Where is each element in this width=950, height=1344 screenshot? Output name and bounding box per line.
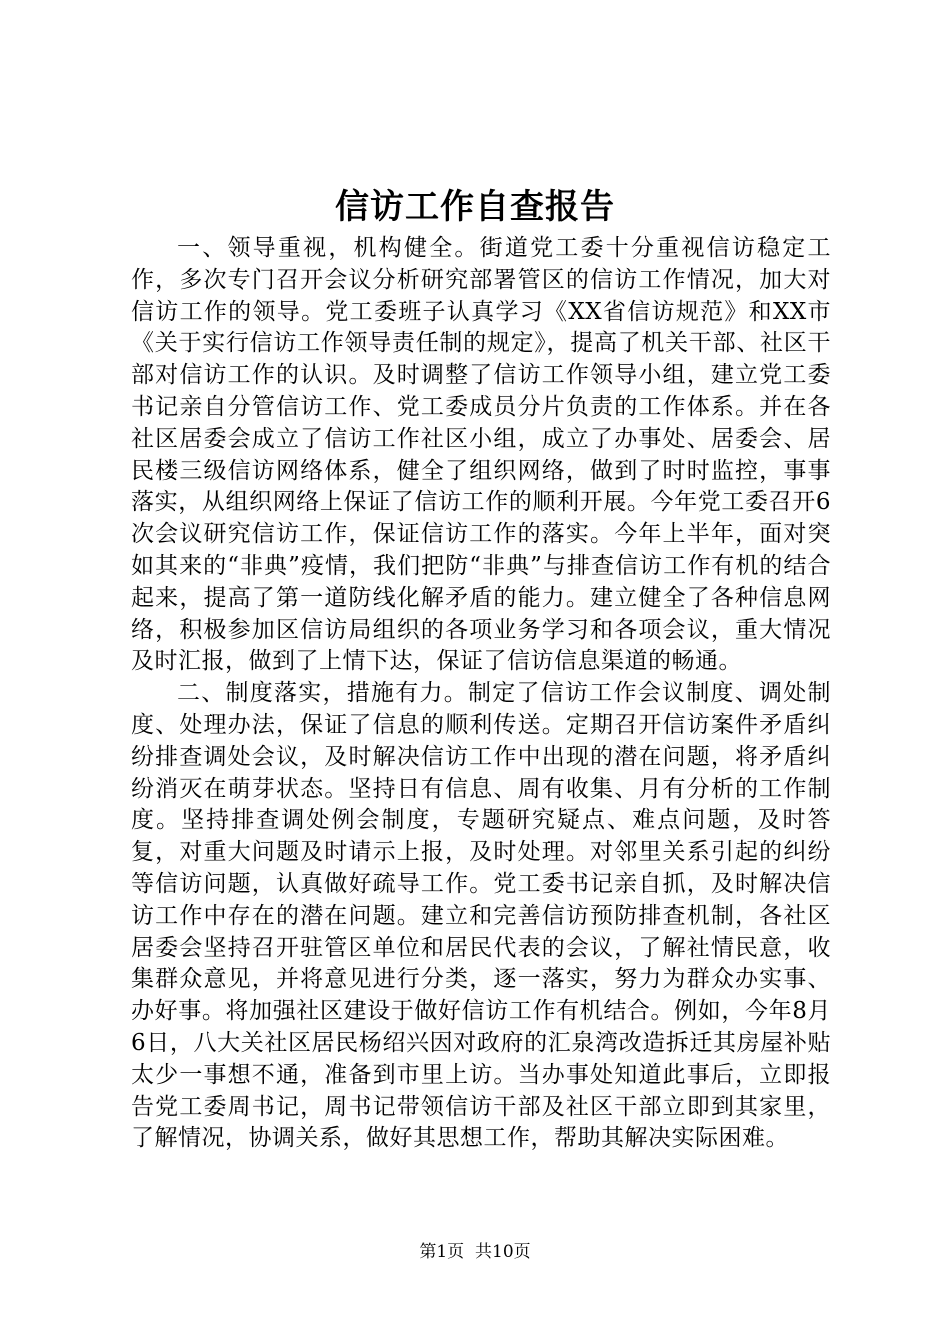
paragraph-1: 一、领导重视，机构健全。街道党工委十分重视信访稳定工作，多次专门召开会议分析研究部署管区的信访工作情况，加大对信访工作的领导。党工委班子认真学习《XX省信访规范》和XX市《关于实行信访工作领导责任制的规定》，提高了机关干部、社区干部对信访工作的认识。及时调整了信访工作领导小组，建立党工委书记亲自分管信访工作、党工委成员分片负责的工作体系。并在各社区居委会成立了信访工作社区小组，成立了办事处、居委会、居民楼三级信访网络体系，健全了组织网络，做到了时时监控，事事落实，从组织网络上保证了信访工作的顺利开展。今年党工委召开6次会议研究信访工作，保证信访工作的落实。今年上半年，面对突如其来的“非典”疫情，我们把防“非典”与排查信访工作有机的结合起来，提高了第一道防线化解矛盾的能力。建立健全了各种信息网络，积极参加区信访局组织的各项业务学习和各项会议，重大情况及时汇报，做到了上情下达，保证了信访信息渠道的畅通。: [131, 235, 831, 675]
footer-spacer: [464, 1242, 475, 1262]
document-body: [131, 233, 831, 1155]
page-total: 共10页: [475, 1242, 531, 1262]
paragraph-2: 二、制度落实，措施有力。制定了信访工作会议制度、调处制度、处理办法，保证了信息的顺利传送。定期召开信访案件矛盾纠纷排查调处会议，及时解决信访工作中出现的潜在问题，将矛盾纠纷消灭在萌芽状态。坚持日有信息、周有收集、月有分析的工作制度。坚持排查调处例会制度，专题研究疑点、难点问题，及时答复，对重大问题及时请示上报，及时处理。对邻里关系引起的纠纷等信访问题，认真做好疏导工作。党工委书记亲自抓，及时解决信访工作中存在的潜在问题。建立和完善信访预防排查机制，各社区居委会坚持召开驻管区单位和居民代表的会议，了解社情民意，收集群众意见，并将意见进行分类，逐一落实，努力为群众办实事、办好事。将加强社区建设于做好信访工作有机结合。例如，今年8月6日，八大关社区居民杨绍兴因对政府的汇泉湾改造拆迁其房屋补贴太少一事想不通，准备到市里上访。当办事处知道此事后，立即报告党工委周书记，周书记带领信访干部及社区干部立即到其家里，了解情况，协调关系，做好其思想工作，帮助其解决实际困难。: [131, 680, 831, 1152]
page-footer: [0, 1240, 950, 1264]
page-number: 第1页: [419, 1242, 465, 1262]
document-title: 信访工作自查报告: [335, 187, 615, 227]
